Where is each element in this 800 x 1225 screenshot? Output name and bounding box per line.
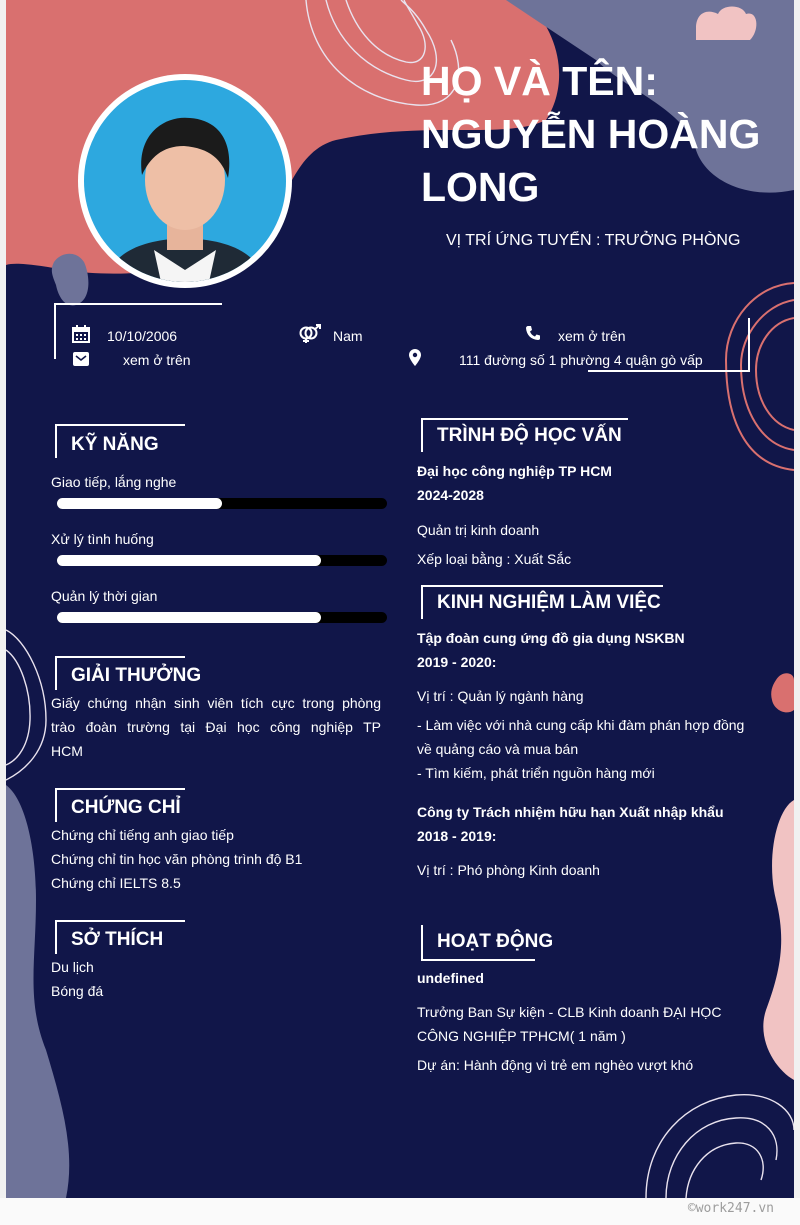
job-1-desc-3: - Tìm kiếm, phát triển nguồn hàng mới <box>417 765 655 781</box>
activities-line-2: CÔNG NGHIỆP TPHCM( 1 năm ) <box>417 1028 626 1044</box>
education-title: TRÌNH ĐỘ HỌC VẤN <box>437 425 622 446</box>
job-2-role: Vị trí : Phó phòng Kinh doanh <box>417 862 600 878</box>
map-pin-icon <box>409 349 421 371</box>
experience-title: KINH NGHIỆM LÀM VIỆC <box>437 592 661 613</box>
job-1-role: Vị trí : Quản lý ngành hàng <box>417 688 584 704</box>
email-value: xem ở trên <box>123 352 191 368</box>
calendar-icon <box>72 325 90 348</box>
skill-label-2: Xử lý tình huống <box>51 531 154 547</box>
envelope-icon <box>73 351 89 372</box>
birthday-value: 10/10/2006 <box>107 328 178 344</box>
certificates-title: CHỨNG CHỈ <box>71 797 181 818</box>
certificate-item: Chứng chỉ tin học văn phòng trình độ B1 <box>51 851 303 867</box>
phone-value: xem ở trên <box>558 328 626 344</box>
hobby-item: Du lịch <box>51 959 94 975</box>
skill-bar-3-fill <box>57 612 321 623</box>
skill-bar-1-fill <box>57 498 222 509</box>
job-2-company: Công ty Trách nhiệm hữu hạn Xuất nhập khẩu <box>417 804 724 820</box>
certificate-item: Chứng chỉ tiếng anh giao tiếp <box>51 827 234 843</box>
activities-subtitle: undefined <box>417 970 484 986</box>
avatar <box>84 80 286 282</box>
hobbies-title: SỞ THÍCH <box>71 929 164 950</box>
cv-page <box>6 0 794 1198</box>
awards-title: GIẢI THƯỞNG <box>71 665 202 686</box>
address-value: 111 đường số 1 phường 4 quận gò vấp <box>459 352 703 368</box>
profile-photo <box>78 74 292 288</box>
education-school: Đại học công nghiệp TP HCM <box>417 463 612 479</box>
phone-icon <box>525 325 541 346</box>
skill-bar-2 <box>57 555 387 566</box>
job-1-period: 2019 - 2020: <box>417 654 497 670</box>
activities-title: HOẠT ĐỘNG <box>437 931 554 952</box>
job-1-desc-1: - Làm việc với nhà cung cấp khi đàm phán hợp đồng <box>417 717 745 733</box>
candidate-name <box>421 55 791 214</box>
skill-label-1: Giao tiếp, lắng nghe <box>51 474 177 490</box>
name-line-2: NGUYỄN HOÀNG <box>421 111 761 157</box>
applied-position: VỊ TRÍ ỨNG TUYỂN : TRƯỞNG PHÒNG <box>446 232 741 249</box>
education-period: 2024-2028 <box>417 487 484 503</box>
education-major: Quản trị kinh doanh <box>417 522 540 538</box>
activities-line-3: Dự án: Hành động vì trẻ em nghèo vượt khó <box>417 1057 694 1073</box>
skill-bar-3 <box>57 612 387 623</box>
watermark: ©work247.vn <box>687 1201 774 1216</box>
gender-value: Nam <box>333 328 363 344</box>
skill-bar-1 <box>57 498 387 509</box>
gender-icon <box>298 324 322 349</box>
name-line-3: LONG <box>421 164 540 210</box>
awards-line-3: HCM <box>51 743 83 759</box>
certificate-item: Chứng chỉ IELTS 8.5 <box>51 875 181 891</box>
footer <box>0 1198 800 1225</box>
job-2-period: 2018 - 2019: <box>417 828 497 844</box>
name-line-1: HỌ VÀ TÊN: <box>421 58 658 104</box>
skill-label-3: Quản lý thời gian <box>51 588 158 604</box>
education-grade: Xếp loại bằng : Xuất Sắc <box>417 551 572 567</box>
job-1-desc-2: về quảng cáo và mua bán <box>417 741 579 757</box>
job-1-company: Tập đoàn cung ứng đồ gia dụng NSKBN <box>417 630 685 646</box>
hobby-item: Bóng đá <box>51 983 104 999</box>
awards-line-2: trào đoàn trường tại Đại học công nghiệp TP <box>51 719 381 735</box>
skill-bar-2-fill <box>57 555 321 566</box>
activities-line-1: Trưởng Ban Sự kiện - CLB Kinh doanh ĐẠI HỌC <box>417 1004 722 1020</box>
skills-title: KỸ NĂNG <box>71 434 159 455</box>
awards-line-1: Giấy chứng nhận sinh viên tích cực trong phòng <box>51 695 381 711</box>
